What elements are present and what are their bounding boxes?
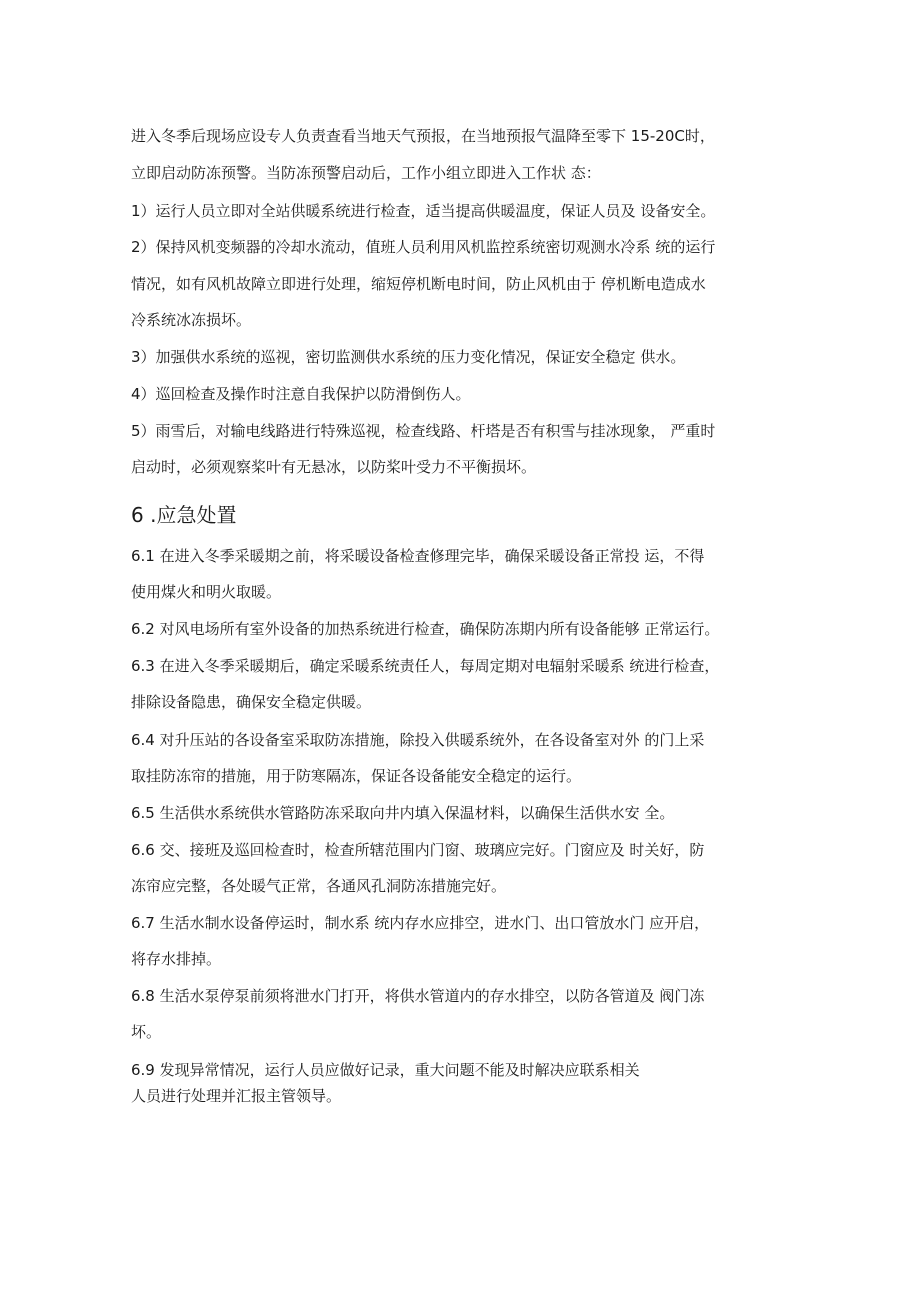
emergency-line-14: 坏。 (131, 1023, 162, 1041)
emergency-line-9: 6.6 交、接班及巡回检查时，检查所辖范围内门窗、玻璃应完好。门窗应及 时关好，防 (131, 841, 705, 859)
emergency-line-13: 6.8 生活水泵停泵前须将泄水门打开，将供水管道内的存水排空，以防各管道及 阀门冻 (131, 987, 705, 1005)
emergency-line-2: 使用煤火和明火取暖。 (131, 583, 282, 601)
intro-line-1: 进入冬季后现场应设专人负责查看当地天气预报，在当地预报气温降至零下 15-20C时， (131, 127, 715, 145)
emergency-line-10: 冻帘应完整，各处暖气正常，各通风孔洞防冻措施完好。 (131, 877, 507, 895)
emergency-line-11: 6.7 生活水制水设备停运时，制水系 统内存水应排空，进水门、出口管放水门 应开启， (131, 914, 710, 932)
measure-line-6: 4）巡回检查及操作时注意自我保护以防滑倒伤人。 (131, 385, 471, 403)
measure-line-5: 3）加强供水系统的巡视，密切监测供水系统的压力变化情况，保证安全稳定 供水。 (131, 348, 686, 366)
measure-line-1: 1）运行人员立即对全站供暖系统进行检查，适当提高供暖温度，保证人员及 设备安全。 (131, 202, 716, 220)
emergency-line-1: 6.1 在进入冬季采暖期之前，将采暖设备检查修理完毕，确保采暖设备正常投 运，不得 (131, 547, 705, 565)
emergency-line-15: 6.9 发现异常情况，运行人员应做好记录，重大问题不能及时解决应联系相关 (131, 1061, 640, 1079)
emergency-line-8: 6.5 生活供水系统供水管路防冻采取向井内填入保温材料，以确保生活供水安 全。 (131, 804, 675, 822)
emergency-line-3: 6.2 对风电场所有室外设备的加热系统进行检查，确保防冻期内所有设备能够 正常运行。 (131, 620, 720, 638)
emergency-line-12: 将存水排掉。 (131, 950, 222, 968)
emergency-line-5: 排除设备隐患，确保安全稳定供暖。 (131, 693, 372, 711)
measure-line-2: 2）保持风机变频器的冷却水流动，值班人员利用风机监控系统密切观测水冷系 统的运行 (131, 238, 716, 256)
section-heading: 6 .应急处置 (131, 503, 237, 527)
measure-line-7: 5）雨雪后，对输电线路进行特殊巡视，检查线路、杆塔是否有积雪与挂冰现象， 严重时 (131, 422, 716, 440)
emergency-line-16: 人员进行处理并汇报主管领导。 (131, 1087, 342, 1105)
measure-line-3: 情况，如有风机故障立即进行处理，缩短停机断电时间，防止风机由于 停机断电造成水 (131, 275, 706, 293)
emergency-line-6: 6.4 对升压站的各设备室采取防冻措施，除投入供暖系统外，在各设备室对外 的门上采 (131, 731, 705, 749)
emergency-line-7: 取挂防冻帘的措施，用于防寒隔冻，保证各设备能安全稳定的运行。 (131, 767, 582, 785)
emergency-line-4: 6.3 在进入冬季采暖期后，确定采暖系统责任人，每周定期对电辐射采暖系 统进行检查， (131, 657, 720, 675)
measure-line-4: 冷系统冰冻损坏。 (131, 311, 252, 329)
measure-line-8: 启动时，必须观察桨叶有无悬冰，以防桨叶受力不平衡损坏。 (131, 458, 537, 476)
intro-line-2: 立即启动防冻预警。当防冻预警启动后，工作小组立即进入工作状 态： (131, 164, 601, 182)
